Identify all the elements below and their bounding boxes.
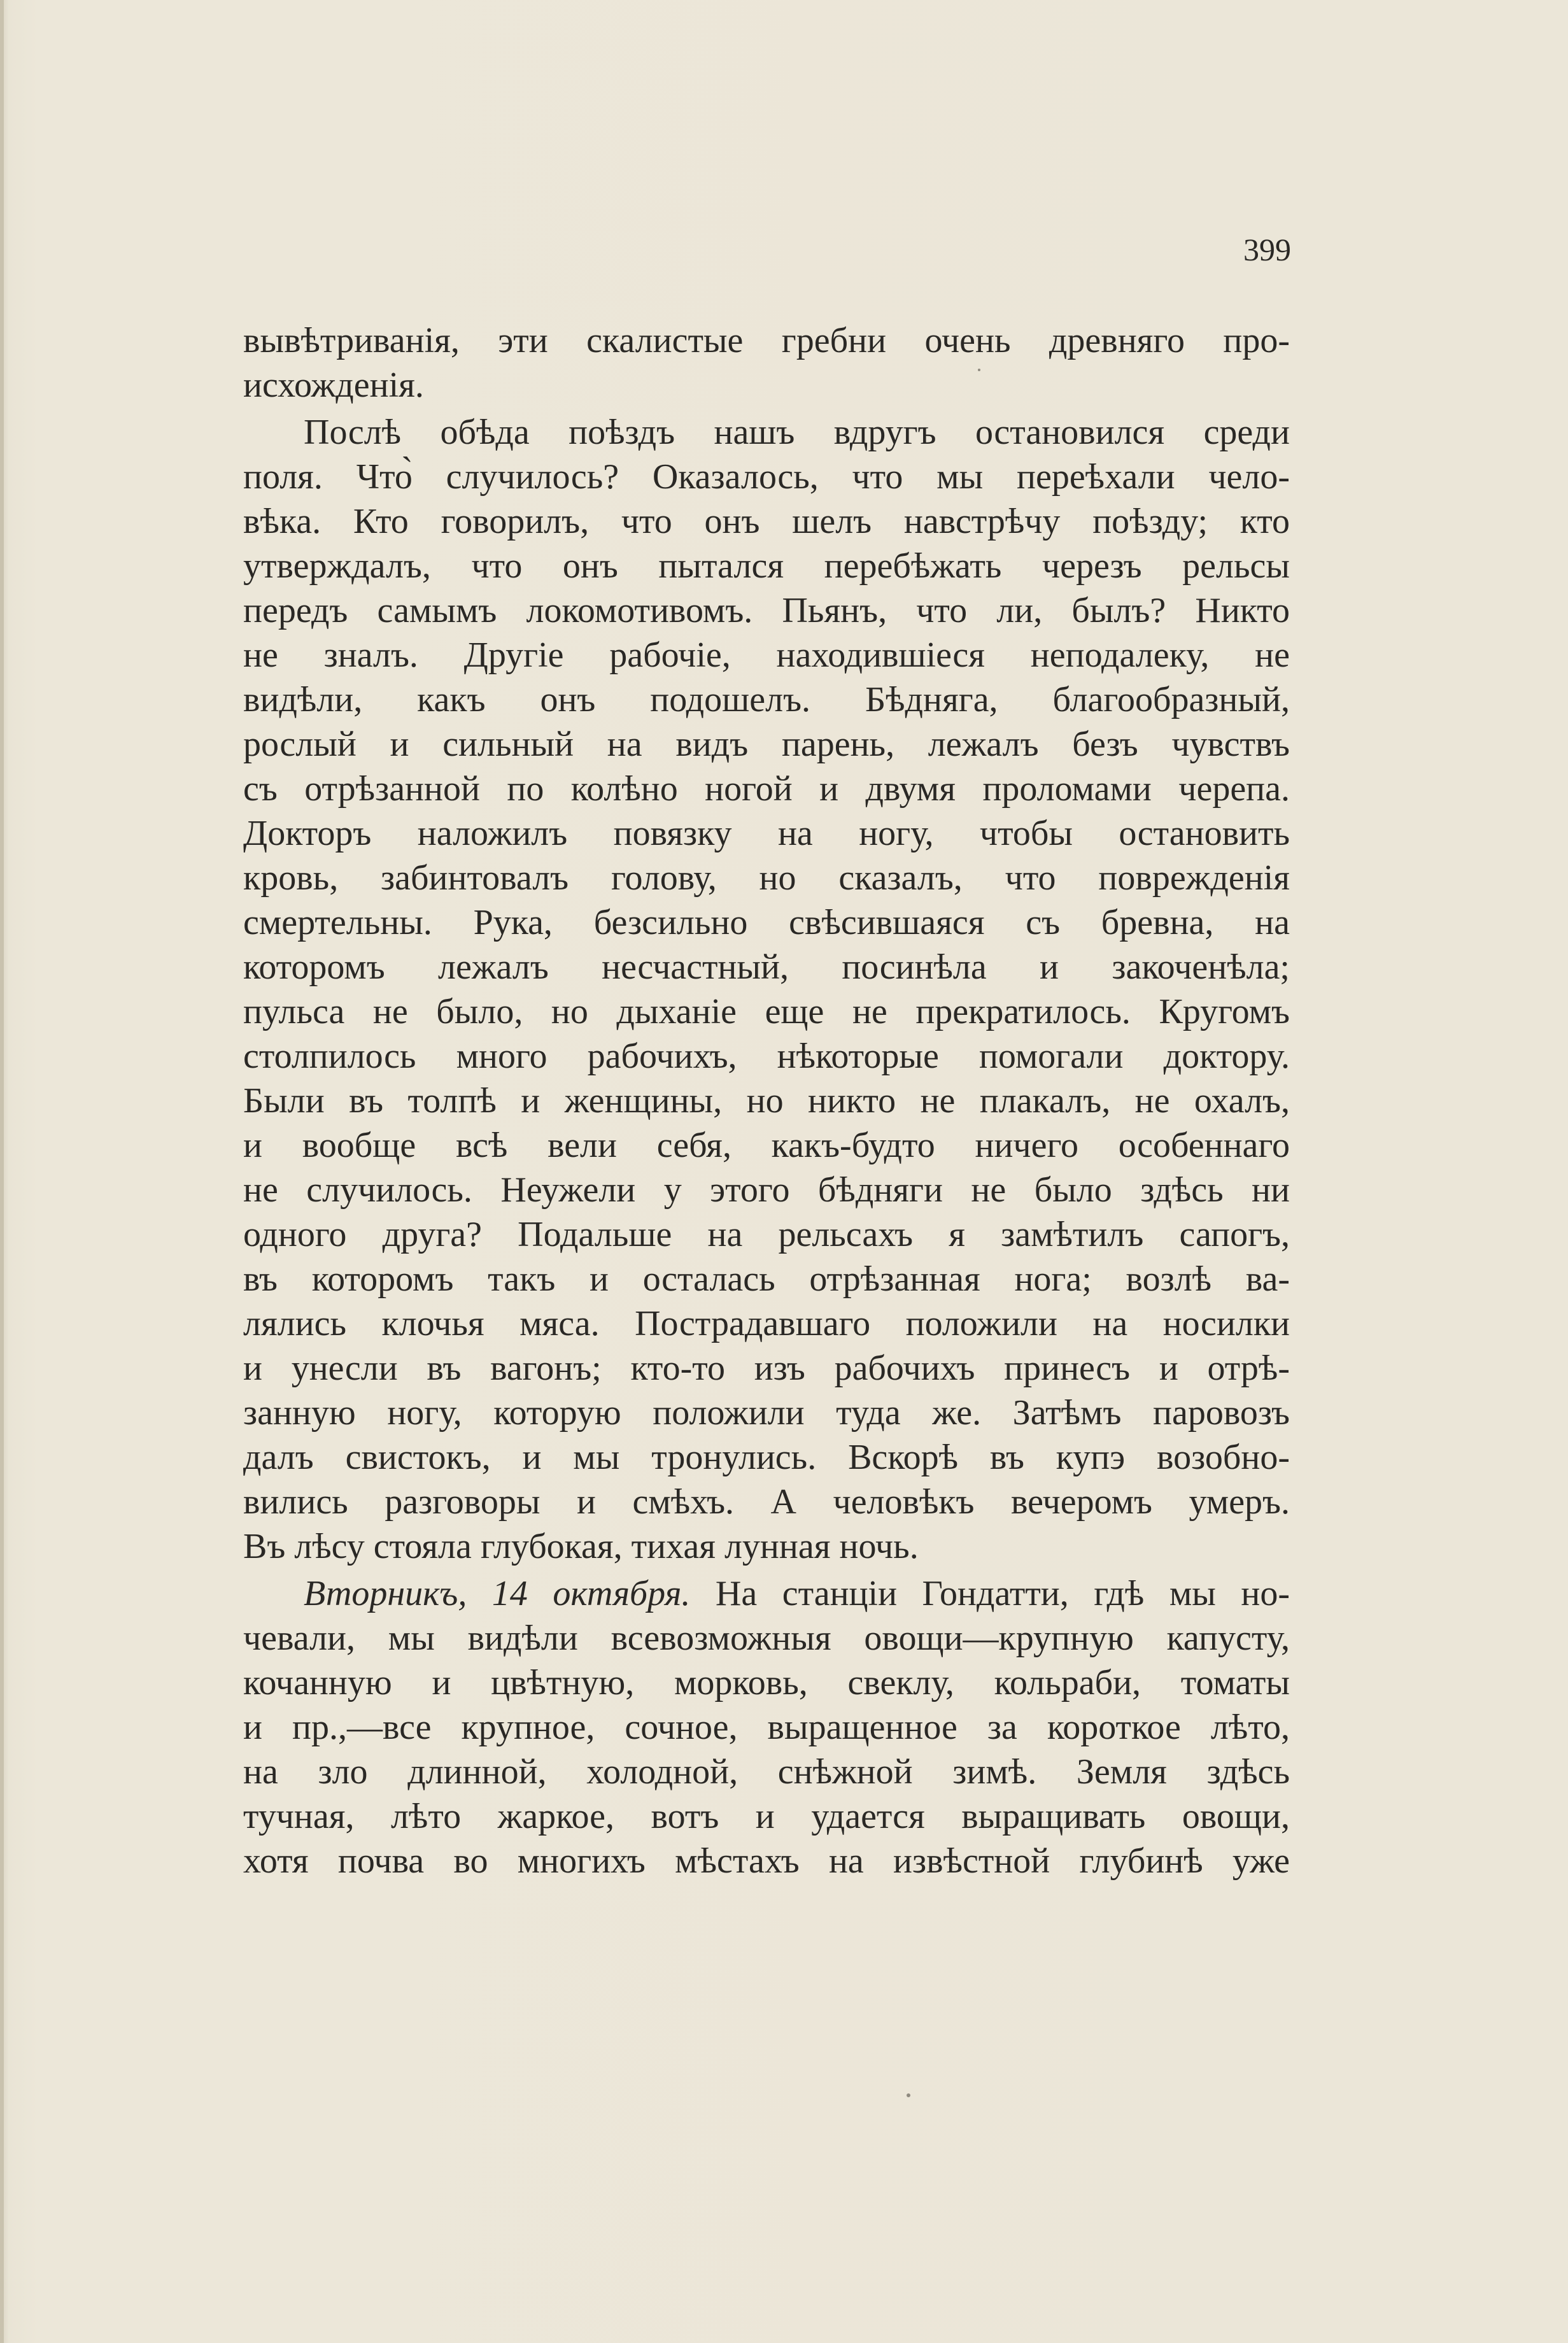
text-line <box>243 1034 1290 1079</box>
text-line-content: не случилось. Неужели у этого бѣдняги не было здѣсь ни <box>243 1170 1290 1210</box>
text-line-content: Были въ толпѣ и женщины, но никто не плакалъ, не охалъ, <box>243 1081 1290 1121</box>
text-line-content: Послѣ обѣда поѣздъ нашъ вдругъ остановился среди <box>304 413 1290 452</box>
page-number: 399 <box>1243 232 1291 267</box>
text-line-content: и вообще всѣ вели себя, какъ-будто ничего особеннаго <box>243 1126 1290 1165</box>
text-line-content: утверждалъ, что онъ пытался перебѣжать черезъ рельсы <box>243 546 1290 586</box>
text-line-content: съ отрѣзанной по колѣно ногой и двумя проломами черепа. <box>243 769 1290 809</box>
text-line-content: рослый и сильный на видъ парень, лежалъ безъ чувствъ <box>243 725 1290 764</box>
text-line <box>243 1616 1290 1660</box>
text-line <box>243 318 1290 363</box>
text-line-content: одного друга? Подальше на рельсахъ я замѣтилъ сапогъ, <box>243 1215 1290 1254</box>
text-line-content: столпилось много рабочихъ, нѣкоторые помогали доктору. <box>243 1037 1290 1076</box>
text-line <box>243 1123 1290 1168</box>
text-line <box>243 1391 1290 1435</box>
text-line-content: кочанную и цвѣтную, морковь, свеклу, кольраби, томаты <box>243 1663 1290 1702</box>
text-line <box>243 1571 1290 1616</box>
text-line-content: Въ лѣсу стояла глубокая, тихая лунная ночь. <box>243 1527 919 1566</box>
text-line-content: и унесли въ вагонъ; кто-то изъ рабочихъ принесъ и отрѣ- <box>243 1348 1290 1388</box>
text-line-content: хотя почва во многихъ мѣстахъ на извѣстной глубинѣ уже <box>243 1841 1290 1881</box>
text-line <box>243 1212 1290 1257</box>
text-line-content: занную ногу, которую положили туда же. Затѣмъ паровозъ <box>243 1393 1290 1433</box>
text-line-content: вывѣтриванія, эти скалистые гребни очень древняго про- <box>243 321 1290 360</box>
text-line <box>243 1794 1290 1839</box>
text-line <box>243 722 1290 767</box>
text-line-content: вѣка. Кто говорилъ, что онъ шелъ навстрѣчу поѣзду; кто <box>243 502 1290 541</box>
text-line-content: лялись клочья мяса. Пострадавшаго положили на носилки <box>243 1304 1290 1343</box>
page-edge <box>0 0 4 2343</box>
text-line-content: передъ самымъ локомотивомъ. Пьянъ, что ли, былъ? Никто <box>243 591 1290 630</box>
text-line-content: далъ свистокъ, и мы тронулись. Вскорѣ въ купэ возобно- <box>243 1438 1290 1477</box>
body-text <box>243 318 1290 1883</box>
text-line <box>243 1435 1290 1480</box>
text-line-content: и пр.,—все крупное, сочное, выращенное за короткое лѣто, <box>243 1708 1290 1747</box>
text-line <box>243 363 1290 407</box>
text-line-content: кровь, забинтовалъ голову, но сказалъ, что поврежденія <box>243 858 1290 898</box>
text-line-content: пульса не было, но дыханіе еще не прекратилось. Кругомъ <box>243 992 1290 1031</box>
text-line <box>243 1079 1290 1123</box>
text-line-content: смертельны. Рука, безсильно свѣсившаяся съ бревна, на <box>243 903 1290 942</box>
text-line <box>243 633 1290 677</box>
text-line <box>243 677 1290 722</box>
text-line <box>243 767 1290 811</box>
text-line <box>243 544 1290 588</box>
text-line <box>243 410 1290 455</box>
text-line-content: исхожденія. <box>243 365 424 405</box>
text-line <box>243 945 1290 989</box>
text-line <box>243 900 1290 945</box>
paper-speck <box>907 2093 910 2097</box>
text-line-content: въ которомъ такъ и осталась отрѣзанная нога; возлѣ ва- <box>243 1259 1290 1299</box>
text-line-content: поля. Что̀ случилось? Оказалось, что мы переѣхали чело- <box>243 457 1290 497</box>
text-line-content: которомъ лежалъ несчастный, посинѣла и закоченѣла; <box>243 947 1290 987</box>
text-line-content: вились разговоры и смѣхъ. А человѣкъ вечеромъ умеръ. <box>243 1482 1290 1522</box>
text-line <box>243 499 1290 544</box>
text-line-content: видѣли, какъ онъ подошелъ. Бѣдняга, благообразный, <box>243 680 1290 719</box>
text-line <box>243 811 1290 856</box>
text-line <box>243 1750 1290 1794</box>
text-line <box>243 989 1290 1034</box>
text-line-content: чевали, мы видѣли всевозможныя овощи—крупную капусту, <box>243 1618 1290 1658</box>
text-line-content: Докторъ наложилъ повязку на ногу, чтобы остановить <box>243 814 1290 853</box>
text-line <box>243 455 1290 499</box>
text-line <box>243 1480 1290 1524</box>
text-line <box>243 1168 1290 1212</box>
date-heading: Вторникъ, 14 октября. <box>304 1574 691 1613</box>
text-line-content: тучная, лѣто жаркое, вотъ и удается выращивать овощи, <box>243 1797 1290 1836</box>
text-line-content: на зло длинной, холодной, снѣжной зимѣ. Земля здѣсь <box>243 1752 1290 1792</box>
text-line <box>243 1839 1290 1883</box>
text-line <box>243 1705 1290 1750</box>
text-line-content: На станціи Гондатти, гдѣ мы но- <box>690 1574 1290 1613</box>
text-line <box>243 1257 1290 1301</box>
text-line <box>243 588 1290 633</box>
paper-speck <box>978 369 980 371</box>
text-line <box>243 1660 1290 1705</box>
text-line <box>243 1301 1290 1346</box>
text-line <box>243 856 1290 900</box>
text-line <box>243 1524 1290 1569</box>
text-line-content: не зналъ. Другіе рабочіе, находившіеся неподалеку, не <box>243 635 1290 675</box>
text-line <box>243 1346 1290 1391</box>
